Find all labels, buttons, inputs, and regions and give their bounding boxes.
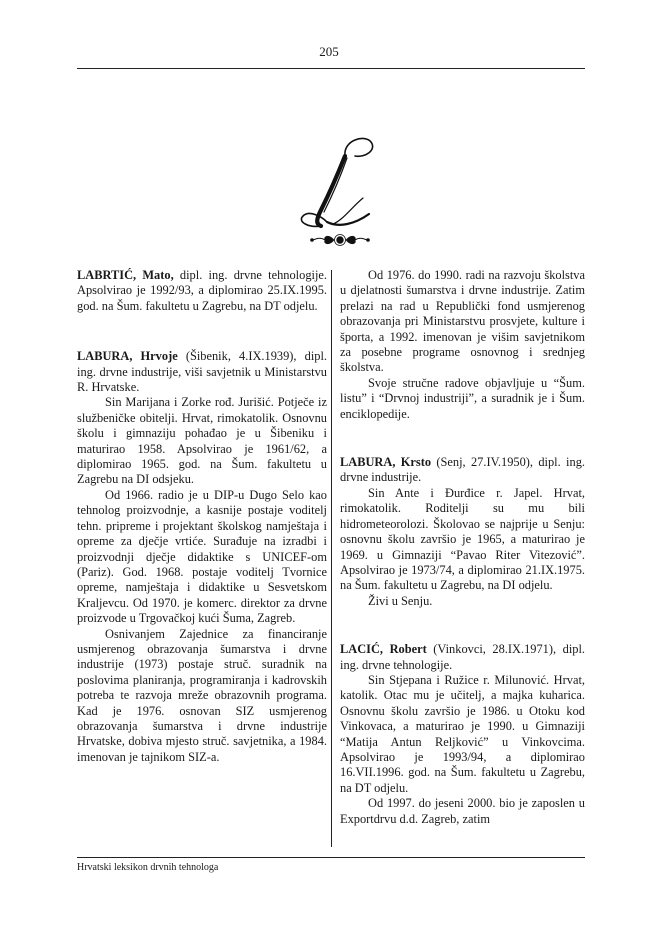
entry-labrtic-mato [77, 268, 327, 314]
entry-paragraph: Od 1976. do 1990. radi na razvoju školstva u djelatnosti šumarstva i drvne industrije. Zatim prelazi na rad u Republički fond usmjerenog obrazovanja pri Ministarstvu prosvjete, kulture i športa, a 1992. imenovan je višim savjetnikom za posebne programe osnovnog i srednjeg školstva. [340, 268, 585, 375]
entry-text: (Vinkovci, 28.IX.1971), dipl. ing. drvne tehnologije. [340, 642, 585, 672]
decorative-letter-L-icon [285, 128, 395, 248]
entry-head: LACIĆ, Robert [340, 642, 427, 657]
entry-head: LABRTIĆ, Mato, [77, 268, 174, 282]
entry-paragraph [77, 268, 327, 314]
entry-paragraph: Svoje stručne radove objavljuje u “Šum. listu” i “Drvnoj industriji”, a suradnik je i Šum. enciklopedije. [340, 375, 585, 421]
ornamental-flourish-icon [311, 235, 370, 246]
entry-head: LABURA, Hrvoje [77, 349, 178, 364]
entry-paragraph: Sin Stjepana i Ružice r. Milunović. Hrvat, katolik. Otac mu je učitelj, a majka kuharica. Osnovnu školu završio je 1986. u Otoku kod Vinkovaca, a maturirao je 1990. u Gimnaziji “Matija Antun Reljković” u Vinkovcima. Apsolvirao je 1993/94, a diplomirao 16.VII.1996. god. na Šum. fakultetu u Zagrebu, na DT odjelu. [340, 672, 585, 795]
page-footer: Hrvatski leksikon drvnih tehnologa [77, 862, 219, 873]
left-column [77, 268, 327, 765]
entry-columns [77, 268, 585, 848]
entry-paragraph: Od 1997. do jeseni 2000. bio je zaposlen u Exportdrvu d.d. Zagreb, zatim [340, 796, 585, 826]
entry-paragraph: Sin Marijana i Zorke rođ. Jurišić. Potječe iz službeničke obitelji. Hrvat, rimokatolik. Osnovnu školu i gimnaziju pohađao je u Šibeniku i maturirao 1958. Apsolvirao je 1961/62, a diplomirao 1965. god. na Šum. fakultetu u Zagrebu na DI odsjeku. [77, 395, 327, 487]
entry-lacic-robert [340, 642, 585, 827]
right-column [340, 268, 585, 827]
entry-paragraph: Od 1966. radio je u DIP-u Dugo Selo kao tehnolog proizvodnje, a kasnije postaje voditelj tehn. pripreme i projektant školskog namještaja i opreme za dječje vrtiće. Surađuje na izradbi i proizvodnji dječje didaktike s UNICEF-om (Pariz). God. 1968. postaje voditelj Tvornice opreme, namještaja i didaktike u Sesvetskom Kraljevcu. Od 1970. je komerc. direktor za drvne proizvode u Trgovačkoj kući Šuma, Zagreb. [77, 487, 327, 626]
entry-paragraph [340, 642, 585, 673]
page-number: 205 [319, 44, 339, 59]
entry-labura-krsto [340, 455, 585, 609]
entry-labura-hrvoje-continued [340, 268, 585, 422]
entry-paragraph [340, 455, 585, 486]
entry-text: (Šibenik, 4.IX.1939), dipl. ing. drvne industrije, viši savjetnik u Ministarstvu R. Hrvatske. [77, 349, 327, 395]
entry-paragraph: Osnivanjem Zajednice za financiranje usmjerenog obrazovanja šumarstva i drvne industrije (1973) postaje struč. suradnik na poslovima planiranja, programiranja i kadrovskih potreba te razvoja mreže obrazovnih programa. Kad je 1976. osnovan SIZ usmjerenog obrazovanja šumarstva i drvne industrije Hrvatske, dobiva mjesto struč. savjetnika, a 1984. imenovan je tajnikom SIZ-a. [77, 626, 327, 764]
entry-paragraph: Živi u Senju. [368, 593, 433, 608]
entry-paragraph: Sin Ante i Đurđice r. Japel. Hrvat, rimokatolik. Roditelji su mu bili hidrometeorolozi. Školovao se najprije u Senju: osnovnu školu završio je 1965, a maturirao je 1969. u Gimnaziji “Pavao Riter Vitezović”. Apsolvirao je 1973/74, a diplomirao 21.IX.1975. na Šum. fakultetu u Zagrebu, na DI odjelu. [340, 485, 585, 593]
top-rule [77, 68, 585, 69]
entry-text: (Senj, 27.IV.1950), dipl. ing. drvne industrije. [340, 455, 585, 485]
entry-text: dipl. ing. drvne tehnologije. Apsolvirao je 1992/93, a diplomirao 25.IX.1995. god. na Šum. fakultetu u Zagrebu, na DT odjelu. [77, 268, 327, 313]
bottom-rule [77, 857, 585, 858]
entry-paragraph [77, 349, 327, 395]
entry-head: LABURA, Krsto [340, 455, 432, 470]
entry-labura-hrvoje [77, 349, 327, 765]
